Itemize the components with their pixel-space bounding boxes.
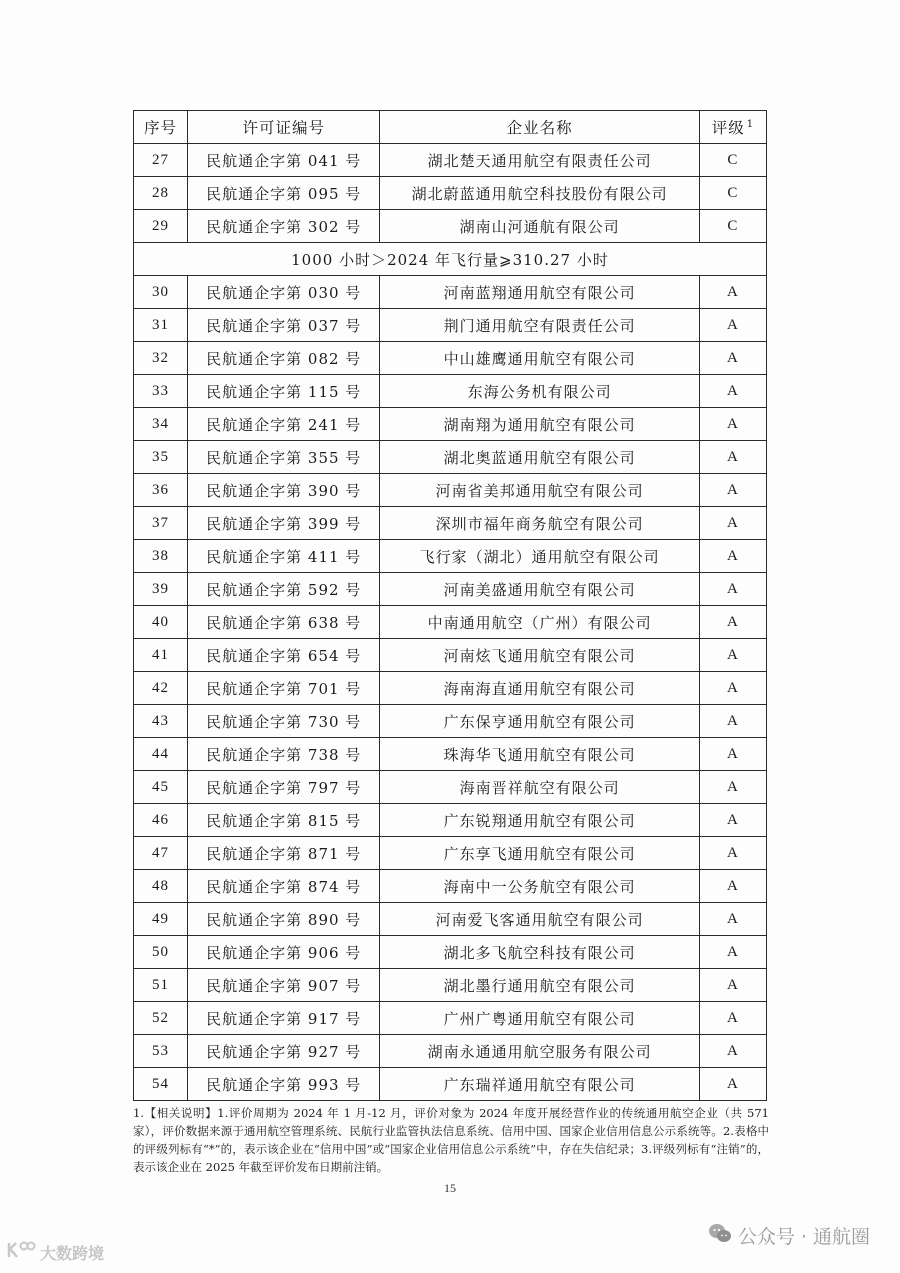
cell-no: 43 xyxy=(134,705,188,738)
cell-company-name: 珠海华飞通用航空有限公司 xyxy=(380,738,700,771)
table-row xyxy=(134,441,767,474)
table-row xyxy=(134,606,767,639)
footnote: 1.【相关说明】1.评价周期为 2024 年 1 月-12 月，评价对象为 2024 年度开展经营作业的传统通用航空企业（共 571 家），评价数据来源于通用航空管理系统、民航行业监管执法信息系统、信用中国、国家企业信用信息公示系统等。2.表格中的评级列标有“*”的，表示该企业在“信用中国”或“国家企业信用信息公示系统”中，存在失信纪录；3.评级列标有“注销”的，表示该企业在 2025 年截至评价发布日期前注销。 xyxy=(133,1106,769,1174)
cell-company-name: 中南通用航空（广州）有限公司 xyxy=(380,606,700,639)
cell-no: 35 xyxy=(134,441,188,474)
cell-company-name: 广东享飞通用航空有限公司 xyxy=(380,837,700,870)
cell-license: 民航通企字第 797 号 xyxy=(188,771,380,804)
cell-no: 33 xyxy=(134,375,188,408)
table-row xyxy=(134,870,767,903)
cell-company-name: 海南晋祥航空有限公司 xyxy=(380,771,700,804)
cell-license: 民航通企字第 241 号 xyxy=(188,408,380,441)
table-row xyxy=(134,507,767,540)
cell-rating: C xyxy=(699,144,766,177)
table-row xyxy=(134,969,767,1002)
cell-no: 54 xyxy=(134,1068,188,1101)
cell-no: 50 xyxy=(134,936,188,969)
table-row xyxy=(134,210,767,243)
cell-no: 38 xyxy=(134,540,188,573)
table-row xyxy=(134,144,767,177)
cell-rating: A xyxy=(699,408,766,441)
cell-company-name: 湖北奥蓝通用航空有限公司 xyxy=(380,441,700,474)
cell-rating: A xyxy=(699,540,766,573)
cell-no: 40 xyxy=(134,606,188,639)
table-row xyxy=(134,342,767,375)
cell-company-name: 湖南永通通用航空服务有限公司 xyxy=(380,1035,700,1068)
cell-no: 32 xyxy=(134,342,188,375)
cell-company-name: 中山雄鹰通用航空有限公司 xyxy=(380,342,700,375)
page-number: 15 xyxy=(444,1181,456,1195)
cell-company-name: 河南蓝翔通用航空有限公司 xyxy=(380,276,700,309)
cell-company-name: 荆门通用航空有限责任公司 xyxy=(380,309,700,342)
table-row xyxy=(134,408,767,441)
cell-rating: A xyxy=(699,804,766,837)
cell-no: 52 xyxy=(134,1002,188,1035)
cell-license: 民航通企字第 993 号 xyxy=(188,1068,380,1101)
table-row xyxy=(134,540,767,573)
cell-no: 31 xyxy=(134,309,188,342)
cell-license: 民航通企字第 738 号 xyxy=(188,738,380,771)
footnote-marker: 1 xyxy=(746,119,755,130)
table-row xyxy=(134,177,767,210)
cell-company-name: 深圳市福年商务航空有限公司 xyxy=(380,507,700,540)
cell-license: 民航通企字第 871 号 xyxy=(188,837,380,870)
cell-no: 53 xyxy=(134,1035,188,1068)
cell-rating: A xyxy=(699,969,766,1002)
cell-no: 46 xyxy=(134,804,188,837)
section-label: 1000 小时＞2024 年飞行量⩾310.27 小时 xyxy=(134,243,767,276)
table-row xyxy=(134,309,767,342)
cell-license: 民航通企字第 095 号 xyxy=(188,177,380,210)
table-header-row xyxy=(134,111,767,144)
cell-license: 民航通企字第 906 号 xyxy=(188,936,380,969)
cell-rating: A xyxy=(699,573,766,606)
cell-license: 民航通企字第 701 号 xyxy=(188,672,380,705)
table-row xyxy=(134,276,767,309)
cell-rating: A xyxy=(699,309,766,342)
cell-rating: A xyxy=(699,375,766,408)
cell-license: 民航通企字第 874 号 xyxy=(188,870,380,903)
cell-license: 民航通企字第 355 号 xyxy=(188,441,380,474)
cell-license: 民航通企字第 115 号 xyxy=(188,375,380,408)
table-row xyxy=(134,837,767,870)
table-row xyxy=(134,1068,767,1101)
cell-rating: A xyxy=(699,936,766,969)
cell-company-name: 湖北楚天通用航空有限责任公司 xyxy=(380,144,700,177)
table-row xyxy=(134,804,767,837)
cell-rating: C xyxy=(699,177,766,210)
cell-license: 民航通企字第 815 号 xyxy=(188,804,380,837)
cell-no: 29 xyxy=(134,210,188,243)
cell-license: 民航通企字第 041 号 xyxy=(188,144,380,177)
cell-company-name: 湖北墨行通用航空有限公司 xyxy=(380,969,700,1002)
cell-rating: A xyxy=(699,342,766,375)
cell-license: 民航通企字第 917 号 xyxy=(188,1002,380,1035)
cell-no: 39 xyxy=(134,573,188,606)
cell-rating: A xyxy=(699,276,766,309)
cell-company-name: 海南中一公务航空有限公司 xyxy=(380,870,700,903)
cell-license: 民航通企字第 592 号 xyxy=(188,573,380,606)
cell-rating: C xyxy=(699,210,766,243)
cell-license: 民航通企字第 638 号 xyxy=(188,606,380,639)
cell-no: 48 xyxy=(134,870,188,903)
cell-license: 民航通企字第 907 号 xyxy=(188,969,380,1002)
cell-company-name: 飞行家（湖北）通用航空有限公司 xyxy=(380,540,700,573)
cell-no: 28 xyxy=(134,177,188,210)
cell-company-name: 广州广粤通用航空有限公司 xyxy=(380,1002,700,1035)
section-row xyxy=(134,243,767,276)
cell-rating: A xyxy=(699,441,766,474)
cell-license: 民航通企字第 730 号 xyxy=(188,705,380,738)
cell-rating: A xyxy=(699,870,766,903)
cell-company-name: 广东瑞祥通用航空有限公司 xyxy=(380,1068,700,1101)
cell-no: 27 xyxy=(134,144,188,177)
table-row xyxy=(134,474,767,507)
cell-no: 34 xyxy=(134,408,188,441)
cell-company-name: 湖北蔚蓝通用航空科技股份有限公司 xyxy=(380,177,700,210)
wechat-icon xyxy=(708,1222,732,1249)
cell-company-name: 河南炫飞通用航空有限公司 xyxy=(380,639,700,672)
cell-no: 51 xyxy=(134,969,188,1002)
cell-company-name: 海南海直通用航空有限公司 xyxy=(380,672,700,705)
cell-company-name: 河南美盛通用航空有限公司 xyxy=(380,573,700,606)
table-body xyxy=(134,144,767,1101)
header-rating-label: 评级 xyxy=(711,119,745,137)
cell-license: 民航通企字第 411 号 xyxy=(188,540,380,573)
header-rating xyxy=(699,111,766,144)
cell-no: 30 xyxy=(134,276,188,309)
cell-rating: A xyxy=(699,672,766,705)
cell-no: 36 xyxy=(134,474,188,507)
table-row xyxy=(134,1002,767,1035)
table-row xyxy=(134,903,767,936)
cell-rating: A xyxy=(699,903,766,936)
cell-no: 44 xyxy=(134,738,188,771)
rating-table xyxy=(133,110,767,1101)
header-license: 许可证编号 xyxy=(188,111,380,144)
watermark-wechat-text: 公众号 · 通航圈 xyxy=(737,1226,870,1248)
cell-license: 民航通企字第 082 号 xyxy=(188,342,380,375)
header-no: 序号 xyxy=(134,111,188,144)
table-row xyxy=(134,738,767,771)
cell-license: 民航通企字第 030 号 xyxy=(188,276,380,309)
cell-license: 民航通企字第 927 号 xyxy=(188,1035,380,1068)
watermark-wechat xyxy=(708,1222,870,1249)
header-name: 企业名称 xyxy=(380,111,700,144)
cell-company-name: 湖北多飞航空科技有限公司 xyxy=(380,936,700,969)
cell-rating: A xyxy=(699,507,766,540)
table-row xyxy=(134,1035,767,1068)
cell-company-name: 湖南翔为通用航空有限公司 xyxy=(380,408,700,441)
cell-rating: A xyxy=(699,639,766,672)
cell-license: 民航通企字第 890 号 xyxy=(188,903,380,936)
cell-license: 民航通企字第 654 号 xyxy=(188,639,380,672)
cell-rating: A xyxy=(699,705,766,738)
cell-no: 49 xyxy=(134,903,188,936)
table-row xyxy=(134,705,767,738)
cell-rating: A xyxy=(699,1035,766,1068)
cell-rating: A xyxy=(699,1002,766,1035)
cell-no: 45 xyxy=(134,771,188,804)
cell-no: 37 xyxy=(134,507,188,540)
table-row xyxy=(134,375,767,408)
cell-company-name: 河南爱飞客通用航空有限公司 xyxy=(380,903,700,936)
cell-rating: A xyxy=(699,606,766,639)
cell-no: 47 xyxy=(134,837,188,870)
watermark-brand xyxy=(6,1240,104,1264)
cell-company-name: 广东保亨通用航空有限公司 xyxy=(380,705,700,738)
cell-company-name: 河南省美邦通用航空有限公司 xyxy=(380,474,700,507)
cell-no: 42 xyxy=(134,672,188,705)
cell-rating: A xyxy=(699,738,766,771)
logo-icon xyxy=(6,1240,36,1264)
cell-company-name: 广东锐翔通用航空有限公司 xyxy=(380,804,700,837)
watermark-brand-text: 大数跨境 xyxy=(40,1243,105,1263)
cell-license: 民航通企字第 302 号 xyxy=(188,210,380,243)
cell-company-name: 湖南山河通航有限公司 xyxy=(380,210,700,243)
cell-rating: A xyxy=(699,771,766,804)
cell-no: 41 xyxy=(134,639,188,672)
cell-rating: A xyxy=(699,837,766,870)
cell-license: 民航通企字第 037 号 xyxy=(188,309,380,342)
table-row xyxy=(134,573,767,606)
cell-company-name: 东海公务机有限公司 xyxy=(380,375,700,408)
cell-license: 民航通企字第 390 号 xyxy=(188,474,380,507)
table-row xyxy=(134,936,767,969)
table-row xyxy=(134,771,767,804)
cell-license: 民航通企字第 399 号 xyxy=(188,507,380,540)
table-row xyxy=(134,639,767,672)
cell-rating: A xyxy=(699,474,766,507)
table-row xyxy=(134,672,767,705)
cell-rating: A xyxy=(699,1068,766,1101)
